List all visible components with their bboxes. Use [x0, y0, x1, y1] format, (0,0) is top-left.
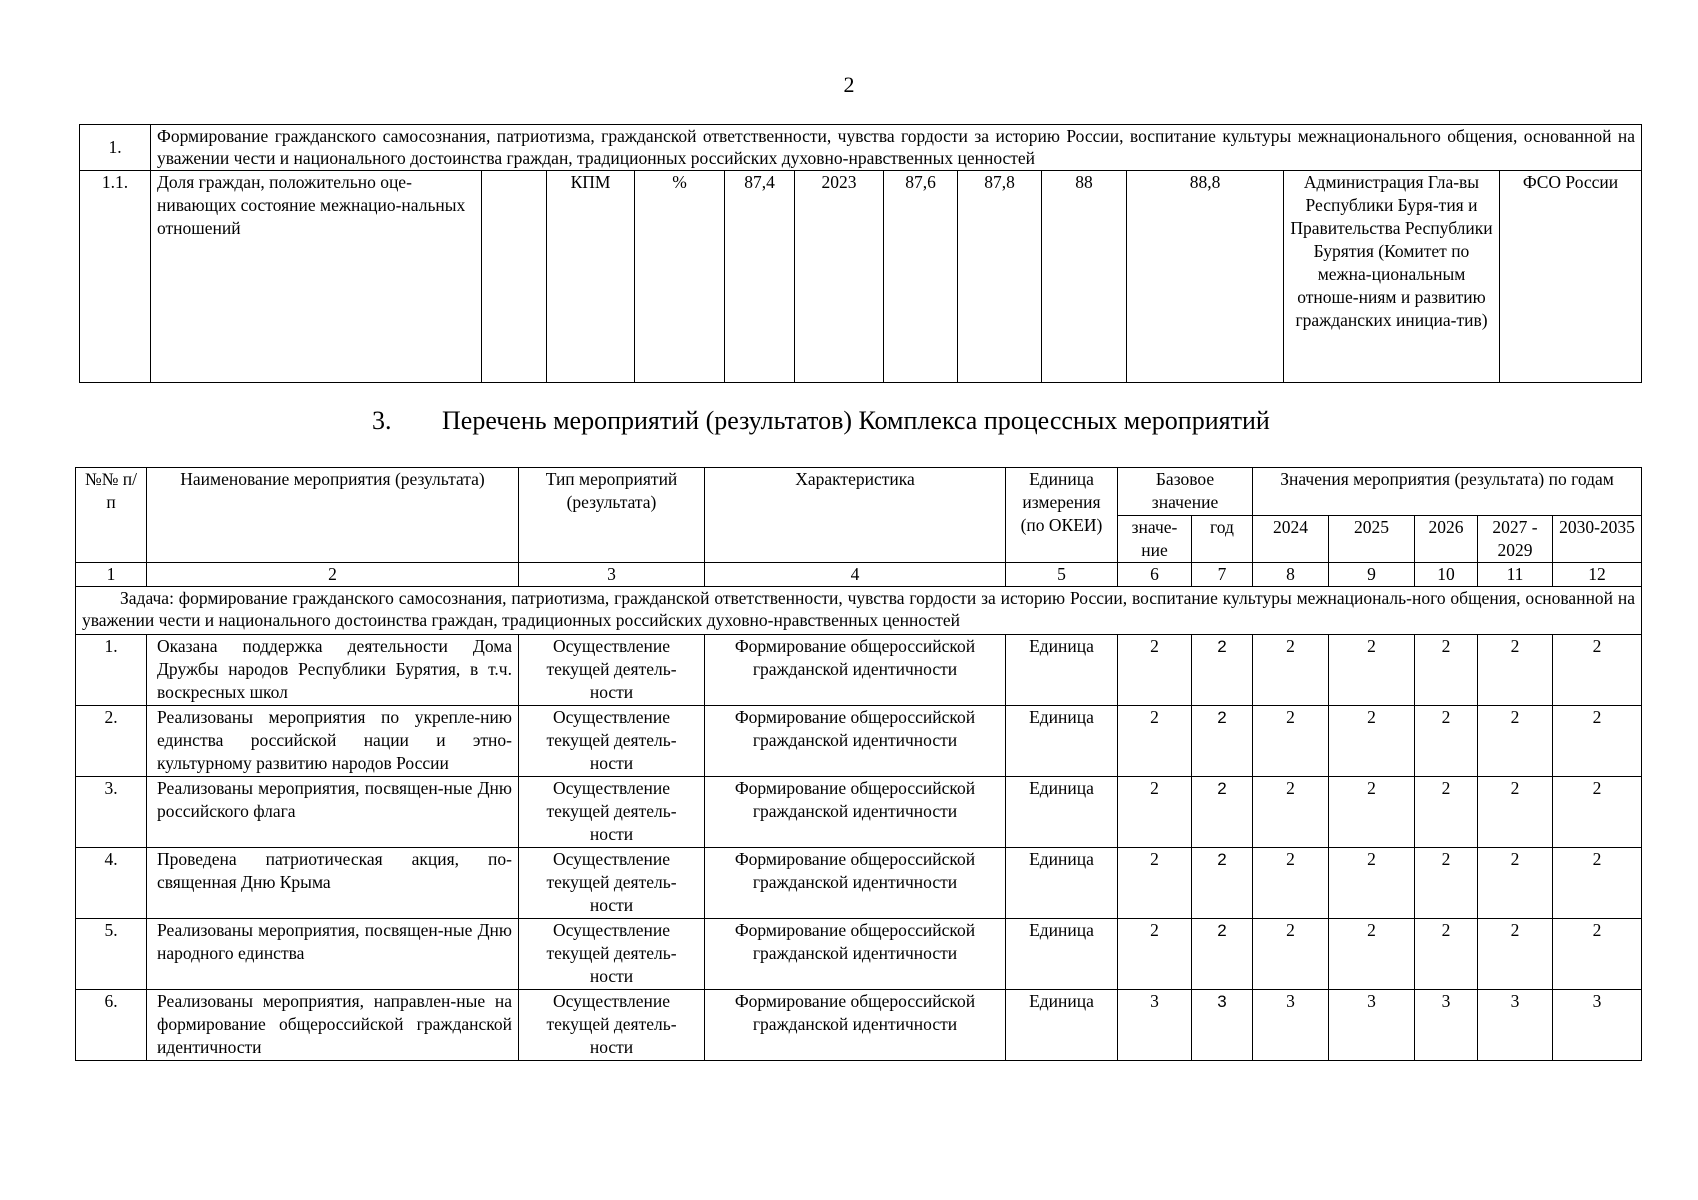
- row-number: 5.: [76, 919, 147, 990]
- row-base-value: 2: [1118, 848, 1192, 919]
- row-value-2027-2029: 2: [1478, 848, 1553, 919]
- header-number: №№ п/п: [76, 468, 147, 563]
- header-year-2026: 2026: [1415, 516, 1478, 563]
- row-value-2027-2029: 2: [1478, 777, 1553, 848]
- row-type: Осуществление текущей деятель-ности: [519, 848, 705, 919]
- row-base-value: 2: [1118, 635, 1192, 706]
- row-name: Реализованы мероприятия по укрепле-нию единства российской нации и этно-культурному развитию народов России: [147, 706, 519, 777]
- indicator-row: [80, 171, 1642, 383]
- row-value-2030-2035: 2: [1553, 706, 1642, 777]
- header-values-by-year: Значения мероприятия (результата) по годам: [1253, 468, 1642, 516]
- row-type: Осуществление текущей деятель-ности: [519, 919, 705, 990]
- row-value-2025: 2: [1329, 777, 1415, 848]
- indicator-level: КПМ: [547, 171, 635, 383]
- row-type: Осуществление текущей деятель-ности: [519, 706, 705, 777]
- row-value-2027-2029: 3: [1478, 990, 1553, 1061]
- column-numbers-row: [76, 563, 1642, 587]
- table-row: [76, 706, 1642, 777]
- row-value-2027-2029: 2: [1478, 919, 1553, 990]
- column-number-3: 3: [519, 563, 705, 587]
- row-characteristic: Формирование общероссийской гражданской идентичности: [705, 635, 1006, 706]
- row-type: Осуществление текущей деятель-ности: [519, 777, 705, 848]
- column-number-8: 8: [1253, 563, 1329, 587]
- row-base-year: 2: [1192, 848, 1253, 919]
- goal-text: Формирование гражданского самосознания, патриотизма, гражданской ответственности, чувства гордости за историю России, воспитание культуры межнационального общения, основанной на уважении чести и национального достоинства граждан, традиционных российских духовно-нравственных ценностей: [151, 125, 1642, 171]
- indicator-value-1: 87,6: [884, 171, 958, 383]
- row-characteristic: Формирование общероссийской гражданской идентичности: [705, 919, 1006, 990]
- row-name: Реализованы мероприятия, посвящен-ные Дню российского флага: [147, 777, 519, 848]
- table-row: [76, 848, 1642, 919]
- indicator-base-year: 2023: [795, 171, 884, 383]
- row-characteristic: Формирование общероссийской гражданской идентичности: [705, 777, 1006, 848]
- row-base-value: 3: [1118, 990, 1192, 1061]
- row-characteristic: Формирование общероссийской гражданской идентичности: [705, 990, 1006, 1061]
- row-value-2024: 2: [1253, 706, 1329, 777]
- row-value-2026: 2: [1415, 635, 1478, 706]
- row-number: 3.: [76, 777, 147, 848]
- indicator-name: Доля граждан, положительно оце-нивающих состояние межнацио-нальных отношений: [151, 171, 482, 383]
- row-base-year: 3: [1192, 990, 1253, 1061]
- header-type: Тип мероприятий (результата): [519, 468, 705, 563]
- indicator-responsible: Администрация Гла-вы Республики Буря-тия и Правительства Республики Бурятия (Комитет по межна-циональным отноше-ниям и развитию гражданских инициа-тив): [1284, 171, 1500, 383]
- row-characteristic: Формирование общероссийской гражданской идентичности: [705, 706, 1006, 777]
- header-name: Наименование мероприятия (результата): [147, 468, 519, 563]
- row-number: 4.: [76, 848, 147, 919]
- row-value-2026: 3: [1415, 990, 1478, 1061]
- activities-table: [75, 467, 1642, 1061]
- row-value-2030-2035: 2: [1553, 777, 1642, 848]
- task-text: Задача: формирование гражданского самосознания, патриотизма, гражданской ответственности, чувства гордости за историю России, воспитание культуры межнациональ-ного общения, основанной на уважении чести и национального достоинства граждан, традиционных российских духовно-нравственных ценностей: [76, 587, 1642, 635]
- row-value-2030-2035: 3: [1553, 990, 1642, 1061]
- column-number-2: 2: [147, 563, 519, 587]
- column-number-6: 6: [1118, 563, 1192, 587]
- row-value-2027-2029: 2: [1478, 706, 1553, 777]
- column-number-10: 10: [1415, 563, 1478, 587]
- row-value-2024: 2: [1253, 777, 1329, 848]
- row-name: Оказана поддержка деятельности Дома Дружбы народов Республики Бурятия, в т.ч. воскресных школ: [147, 635, 519, 706]
- row-value-2024: 2: [1253, 919, 1329, 990]
- row-base-year: 2: [1192, 706, 1253, 777]
- section-number: 3.: [372, 406, 392, 435]
- header-base-value: значе-ние: [1118, 516, 1192, 563]
- table-row: [76, 777, 1642, 848]
- row-unit: Единица: [1006, 919, 1118, 990]
- table-row: [76, 990, 1642, 1061]
- row-unit: Единица: [1006, 777, 1118, 848]
- header-year-2030-2035: 2030-2035: [1553, 516, 1642, 563]
- row-value-2025: 2: [1329, 706, 1415, 777]
- row-unit: Единица: [1006, 635, 1118, 706]
- indicator-value-4: 88,8: [1127, 171, 1284, 383]
- row-value-2024: 3: [1253, 990, 1329, 1061]
- row-value-2024: 2: [1253, 635, 1329, 706]
- row-value-2025: 2: [1329, 848, 1415, 919]
- row-value-2025: 3: [1329, 990, 1415, 1061]
- row-unit: Единица: [1006, 706, 1118, 777]
- row-base-value: 2: [1118, 706, 1192, 777]
- row-value-2026: 2: [1415, 777, 1478, 848]
- indicators-table: [79, 124, 1642, 383]
- header-unit: Единица измерения (по ОКЕИ): [1006, 468, 1118, 563]
- indicator-number: 1.1.: [80, 171, 151, 383]
- row-name: Реализованы мероприятия, посвящен-ные Дню народного единства: [147, 919, 519, 990]
- table-row: [76, 919, 1642, 990]
- row-unit: Единица: [1006, 990, 1118, 1061]
- header-year-2024: 2024: [1253, 516, 1329, 563]
- row-value-2030-2035: 2: [1553, 635, 1642, 706]
- column-number-5: 5: [1006, 563, 1118, 587]
- task-row: [76, 587, 1642, 635]
- row-value-2026: 2: [1415, 919, 1478, 990]
- column-number-12: 12: [1553, 563, 1642, 587]
- row-value-2026: 2: [1415, 706, 1478, 777]
- indicator-unit: %: [635, 171, 725, 383]
- goal-row: [80, 125, 1642, 171]
- column-number-11: 11: [1478, 563, 1553, 587]
- row-base-year: 2: [1192, 919, 1253, 990]
- header-year-2025: 2025: [1329, 516, 1415, 563]
- row-value-2025: 2: [1329, 635, 1415, 706]
- section-title: Перечень мероприятий (результатов) Комплекса процессных мероприятий: [442, 406, 1270, 435]
- row-unit: Единица: [1006, 848, 1118, 919]
- row-characteristic: Формирование общероссийской гражданской идентичности: [705, 848, 1006, 919]
- row-number: 1.: [76, 635, 147, 706]
- page-number: 2: [843, 72, 855, 97]
- header-characteristic: Характеристика: [705, 468, 1006, 563]
- row-value-2030-2035: 2: [1553, 919, 1642, 990]
- row-value-2024: 2: [1253, 848, 1329, 919]
- row-name: Проведена патриотическая акция, по-священная Дню Крыма: [147, 848, 519, 919]
- indicator-base-value: 87,4: [725, 171, 795, 383]
- indicator-value-3: 88: [1042, 171, 1127, 383]
- column-number-4: 4: [705, 563, 1006, 587]
- column-number-9: 9: [1329, 563, 1415, 587]
- section-heading: [372, 406, 1270, 436]
- header-base: Базовое значение: [1118, 468, 1253, 516]
- indicator-info-system: ФСО России: [1500, 171, 1642, 383]
- column-number-1: 1: [76, 563, 147, 587]
- row-value-2026: 2: [1415, 848, 1478, 919]
- header-year-2027-2029: 2027 - 2029: [1478, 516, 1553, 563]
- row-name: Реализованы мероприятия, направлен-ные на формирование общероссийской гражданской идентичности: [147, 990, 519, 1061]
- indicator-value-2: 87,8: [958, 171, 1042, 383]
- row-base-value: 2: [1118, 919, 1192, 990]
- table-row: [76, 635, 1642, 706]
- row-value-2025: 2: [1329, 919, 1415, 990]
- indicator-empty-cell: [482, 171, 547, 383]
- row-type: Осуществление текущей деятель-ности: [519, 635, 705, 706]
- column-number-7: 7: [1192, 563, 1253, 587]
- row-value-2027-2029: 2: [1478, 635, 1553, 706]
- header-base-year: год: [1192, 516, 1253, 563]
- row-value-2030-2035: 2: [1553, 848, 1642, 919]
- goal-number: 1.: [80, 125, 151, 171]
- row-base-value: 2: [1118, 777, 1192, 848]
- row-number: 6.: [76, 990, 147, 1061]
- row-number: 2.: [76, 706, 147, 777]
- header-row-1: [76, 468, 1642, 516]
- row-type: Осуществление текущей деятель-ности: [519, 990, 705, 1061]
- row-base-year: 2: [1192, 777, 1253, 848]
- row-base-year: 2: [1192, 635, 1253, 706]
